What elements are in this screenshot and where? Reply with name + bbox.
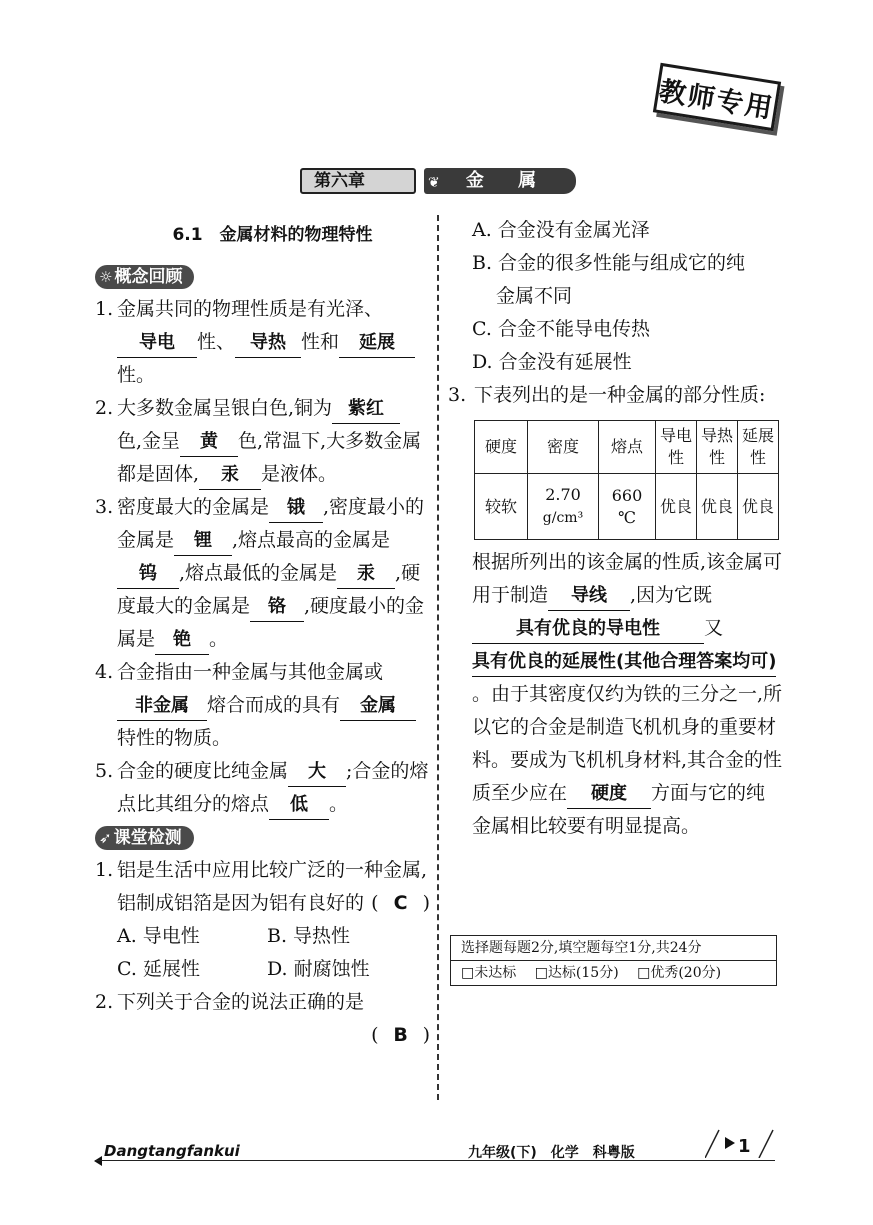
score-box [450,935,777,986]
option: D. 耐腐蚀性 [267,958,370,980]
footer-book-info: 九年级(下) 化学 科粤版 [468,1145,635,1161]
teacher-only-stamp: 教师专用 [653,63,781,131]
answer-blank: 锇 [269,494,323,523]
chapter-number: 第六章 [300,168,416,194]
option: B. 导热性 [267,925,351,947]
option: B. 合金的很多性能与组成它的纯 [472,252,746,274]
answer-blank: 硬度 [567,780,651,809]
rocket-icon: ➶ [99,829,112,847]
table-header: 熔点 [599,421,656,474]
option: C. 合金不能导电传热 [472,318,650,340]
table-cell: 2.70 g/cm³ [528,474,599,540]
table-header: 硬度 [475,421,528,474]
answer-blank: 金属 [340,692,416,721]
answer-blank: 汞 [337,560,395,589]
score-rule: 选择题每题2分,填空题每空1分,共24分 [451,936,776,961]
table-header: 延展性 [738,421,779,474]
check-q1: 1. 铝是生活中应用比较广泛的一种金属,铝制成铝箔是因为铝有良好的 ( C ) [95,854,430,920]
concept-q5: 5. 合金的硬度比纯金属 大 ;合金的熔点比其组分的熔点 低 。 [95,755,430,821]
chapter-title: 金 属 [465,170,551,191]
answer-blank: 紫红 [332,395,400,424]
score-option: □达标(15分) [534,965,619,981]
check-q3: 3. 下表列出的是一种金属的部分性质: [448,384,766,406]
concept-q3: 3. 密度最大的金属是 锇 ,密度最小的金属是 锂 ,熔点最高的金属是钨 ,熔点最低的金属是 汞 ,硬度最大的金属是 铬 ,硬度最小的金属是 铯 。 [95,491,430,656]
concept-review-badge: ☼ 概念回顾 [95,265,194,289]
answer-blank: 锂 [174,527,232,556]
table-header: 导电性 [656,421,697,474]
chapter-title-box [424,168,576,194]
answer-blank: 导热 [235,329,301,358]
answer-blank: 延展 [339,329,415,358]
table-header-row [475,421,779,474]
table-header: 导热性 [697,421,738,474]
option: A. 导电性 [117,925,200,947]
concept-q2: 2. 大多数金属呈银白色,铜为 紫红 色,金呈 黄 色,常温下,大多数金属都是固体, 汞 是液体。 [95,392,430,491]
score-option: □优秀(20分) [637,965,722,981]
class-check-badge: ➶ 课堂检测 [95,826,194,850]
table-cell: 优良 [697,474,738,540]
chapter-header [300,168,576,194]
answer-blank: 导电 [117,329,197,358]
answer-blank: 铬 [250,593,304,622]
option: C. 延展性 [117,958,200,980]
properties-table [474,420,779,540]
table-row [475,474,779,540]
page-number: 1 [738,1136,751,1157]
score-option: □未达标 [461,965,517,981]
left-column [95,220,430,1052]
concept-q1: 1. 金属共同的物理性质是有光泽、导电 性、 导热 性和 延展 性。 [95,293,430,392]
check-q2-options [448,214,783,379]
answer-blank: 非金属 [117,692,207,721]
check-q1-options [95,920,430,953]
answer-blank: 钨 [117,560,179,589]
check-q2: 2. 下列关于合金的说法正确的是 ( B ) [95,986,430,1019]
answer-blank: 低 [269,791,329,820]
footer-arrow-icon [94,1156,102,1166]
table-cell: 较软 [475,474,528,540]
footer-brand: Dangtangfankui [104,1142,240,1160]
sun-icon: ☼ [99,268,113,286]
footer-rule [95,1160,775,1161]
check-q1-options-2 [95,953,430,986]
concept-q4: 4. 合金指由一种金属与其他金属或非金属 熔合而成的具有 金属 特性的物质。 [95,656,430,755]
answer-blank: 大 [288,758,346,787]
option: A. 合金没有金属光泽 [472,219,650,241]
answer-blank: 汞 [199,461,261,490]
answer-blank: 黄 [180,428,238,457]
answer-blank: 铯 [155,626,209,655]
answer-blank: 具有优良的延展性(其他合理答案均可) [472,648,776,677]
table-header: 密度 [528,421,599,474]
option-continued: 金属不同 [496,285,573,307]
table-cell: 优良 [738,474,779,540]
table-cell: 660 ℃ [599,474,656,540]
score-options [451,961,776,985]
table-cell: 优良 [656,474,697,540]
leaf-icon: ❦ [428,175,440,191]
right-column [448,214,783,843]
column-divider [437,215,439,1100]
answer-blank: 导线 [548,582,630,611]
check-q3-answer-text: 根据所列出的该金属的性质,该金属可用于制造 导线 ,因为它既具有优良的导电性 又具有优良的延展性(其他合理答案均可)。由于其密度仅约为铁的三分之一,所以它的合金是制造飞机机身的重要材料。要成为飞机机身材料,其合金的性质至少应在 硬度 方面与它的纯金属相比较要有明显提高。 [472,551,783,837]
answer-blank: 具有优良的导电性 [472,615,704,644]
section-title: 6.1 金属材料的物理特性 [172,225,373,245]
answer-paren: ( C ) [371,892,430,914]
answer-paren: ( B ) [371,1024,430,1046]
option: D. 合金没有延展性 [472,351,632,373]
